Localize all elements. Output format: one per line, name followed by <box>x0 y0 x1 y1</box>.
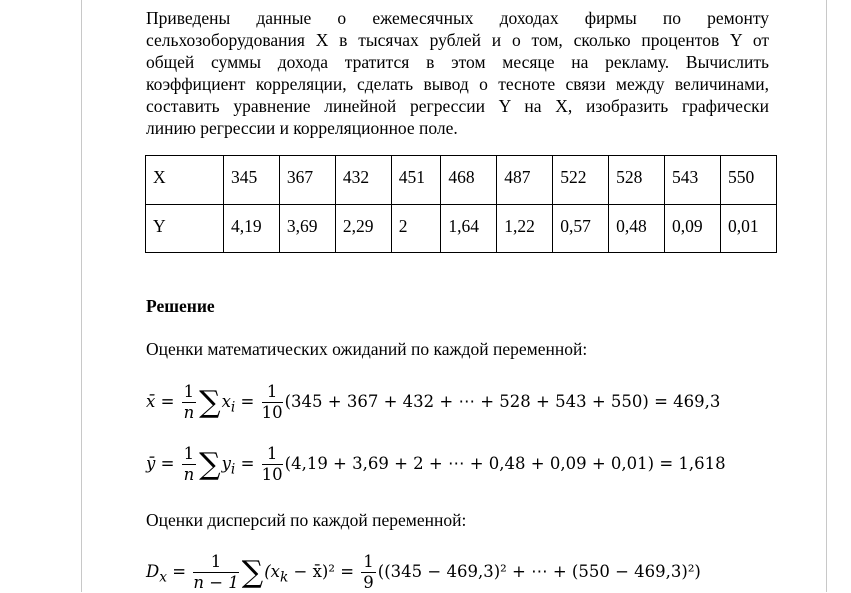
fraction-numerator: 1 <box>262 382 283 403</box>
fraction-denominator: n <box>183 465 195 484</box>
fraction-numerator: 1 <box>193 552 238 573</box>
fraction-denominator: 9 <box>363 573 374 592</box>
table-cell: 0,57 <box>553 204 609 253</box>
problem-line: общей суммы дохода тратится в этом месяце на рекламу. Вычислить <box>146 52 769 72</box>
fraction-numerator: 1 <box>363 552 374 571</box>
table-cell: 543 <box>665 156 721 205</box>
mean-x-equation: x̄ = $\frac{1}{n}$ $\sum x_i$ = $\frac{1}{10}$ (345 + 367 + 432 + ⋯ + 528 + 543 + 550) = 469,3 <box>146 382 721 422</box>
fraction <box>182 382 197 423</box>
solution-heading: Решение <box>146 296 215 316</box>
table-header-cell: Y <box>146 204 224 253</box>
fraction <box>193 552 238 593</box>
table-header-cell: X <box>146 156 224 205</box>
summand-index: i <box>230 461 236 478</box>
variance-text: Оценки дисперсий по каждой переменной: <box>146 510 467 530</box>
table-cell: 0,09 <box>665 204 721 253</box>
table-cell: 4,19 <box>224 204 280 253</box>
table-cell: 550 <box>720 156 776 205</box>
table-cell: 468 <box>441 156 497 205</box>
table-cell: 2 <box>391 204 441 253</box>
fraction-denominator: 10 <box>261 465 283 484</box>
problem-line: составить уравнение линейной регрессии Y на X, изобразить графически <box>146 96 769 116</box>
table-cell: 3,69 <box>279 204 335 253</box>
fraction-numerator: 1 <box>262 444 283 465</box>
table-cell: 0,48 <box>609 204 665 253</box>
sum-symbol: ∑ <box>199 384 221 420</box>
table-cell: 367 <box>279 156 335 205</box>
sum-symbol: ∑ <box>199 446 221 482</box>
mean-y-expression: (4,19 + 3,69 + 2 + ⋯ + 0,48 + 0,09 + 0,01) = 1,618 <box>284 454 726 473</box>
fraction <box>361 552 376 593</box>
table-cell: 451 <box>391 156 441 205</box>
page-margin-line-right <box>826 0 827 592</box>
table-cell: 345 <box>224 156 280 205</box>
table-row-x <box>146 156 777 205</box>
data-table <box>145 155 777 253</box>
problem-line: Приведены данные о ежемесячных доходах фирмы по ремонту <box>146 8 769 28</box>
mean-y-symbol: ȳ <box>146 454 156 473</box>
expectation-text: Оценки математических ожиданий по каждой переменной: <box>146 339 588 359</box>
table-cell: 528 <box>609 156 665 205</box>
fraction-denominator: n <box>183 403 195 422</box>
sum-symbol: ∑ <box>241 554 264 590</box>
summand-variable: y <box>221 454 231 473</box>
summand-index: k <box>279 569 289 586</box>
fraction-numerator: 1 <box>183 382 195 401</box>
mean-y-equation: ȳ = $\frac{1}{n}$ $\sum y_i$ = $\frac{1}{10}$ (4,19 + 3,69 + 2 + ⋯ + 0,48 + 0,09 + 0,01) = 1,618 <box>146 444 726 484</box>
summand-variable: x <box>221 392 231 411</box>
problem-line: коэффициент корреляции, сделать вывод о тесноте связи между величинами, <box>146 74 769 94</box>
table-cell: 522 <box>553 156 609 205</box>
table-cell: 1,64 <box>441 204 497 253</box>
mean-x-symbol: x̄ <box>146 392 156 411</box>
problem-line: линию регрессии и корреляционное поле. <box>146 118 458 138</box>
table-cell: 487 <box>497 156 553 205</box>
fraction <box>182 444 197 485</box>
variance-x-equation: $D_x$ = $\frac{1}{n - 1}$ $\sum(x_k$ − x̄)² = $\frac{1}{9}$ ((345 − 469,3)² + ⋯ + (550 − 469,3)²) <box>146 552 701 592</box>
fraction <box>262 382 283 423</box>
fraction <box>262 444 283 485</box>
fraction-denominator: 10 <box>261 403 283 422</box>
variance-subscript: x <box>159 569 167 586</box>
page-margin-line-left <box>81 0 82 592</box>
problem-statement <box>146 7 769 139</box>
table-cell: 0,01 <box>720 204 776 253</box>
fraction-denominator: n − 1 <box>193 573 239 592</box>
problem-line: сельхозоборудования X в тысячах рублей и о том, сколько процентов Y от <box>146 30 769 50</box>
summand-rest: − x̄)² = <box>288 562 355 581</box>
table-cell: 2,29 <box>335 204 391 253</box>
variance-x-expression: ((345 − 469,3)² + ⋯ + (550 − 469,3)²) <box>377 562 701 581</box>
summand-index: i <box>230 399 236 416</box>
fraction-numerator: 1 <box>183 444 195 463</box>
table-row-y <box>146 204 777 253</box>
table-cell: 1,22 <box>497 204 553 253</box>
mean-x-expression: (345 + 367 + 432 + ⋯ + 528 + 543 + 550) = 469,3 <box>284 392 721 411</box>
variance-symbol: D <box>146 562 160 581</box>
summand-term: (x <box>264 562 280 581</box>
table-cell: 432 <box>335 156 391 205</box>
